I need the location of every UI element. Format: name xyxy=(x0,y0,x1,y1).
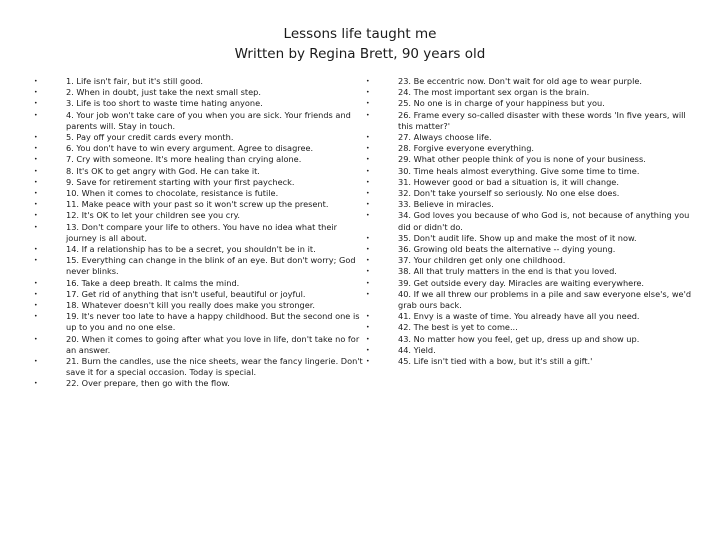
lesson-text: 45. Life isn't tied with a bow, but it's still a gift.' xyxy=(398,356,593,367)
lesson-text: 17. Get rid of anything that isn't useful, beautiful or joyful. xyxy=(66,288,306,299)
bullet-icon: • xyxy=(34,190,38,198)
left-lesson-list xyxy=(34,76,364,390)
title-line-2: Written by Regina Brett, 90 years old xyxy=(234,46,486,62)
bullet-icon: • xyxy=(366,335,370,343)
lesson-item xyxy=(366,210,692,232)
lesson-item xyxy=(34,154,364,165)
lesson-text: 32. Don't take yourself so seriously. No one else does. xyxy=(398,188,620,199)
lesson-item xyxy=(34,244,364,255)
lesson-item xyxy=(34,132,364,143)
lesson-text: 15. Everything can change in the blink of an eye. But don't worry; God never blinks. xyxy=(66,255,356,277)
lesson-text: 9. Save for retirement starting with your first paycheck. xyxy=(66,176,295,187)
lesson-item xyxy=(366,278,692,289)
lesson-item xyxy=(34,289,364,300)
bullet-icon: • xyxy=(366,167,370,175)
bullet-icon: • xyxy=(34,380,38,388)
lesson-text: 36. Growing old beats the alternative -- dying young. xyxy=(398,244,616,255)
lesson-item xyxy=(366,345,692,356)
lesson-text: 43. No matter how you feel, get up, dress up and show up. xyxy=(398,333,640,344)
lesson-item xyxy=(366,143,692,154)
lesson-text: 21. Burn the candles, use the nice sheets, wear the fancy lingerie. Don't save it for a special occasion. Today is special. xyxy=(66,356,363,378)
lesson-item xyxy=(34,255,364,277)
lesson-item xyxy=(34,188,364,199)
bullet-icon: • xyxy=(34,290,38,298)
lesson-text: 28. Forgive everyone everything. xyxy=(398,143,534,154)
lesson-item xyxy=(366,110,692,132)
lesson-item xyxy=(34,222,364,244)
bullet-icon: • xyxy=(34,167,38,175)
lesson-text: 37. Your children get only one childhood. xyxy=(398,255,566,266)
lesson-text: 42. The best is yet to come... xyxy=(398,322,518,333)
lesson-text: 27. Always choose life. xyxy=(398,132,492,143)
lesson-text: 35. Don't audit life. Show up and make the most of it now. xyxy=(398,232,637,243)
lesson-item xyxy=(34,334,364,356)
lesson-item xyxy=(366,132,692,143)
bullet-icon: • xyxy=(34,223,38,231)
lesson-text: 12. It's OK to let your children see you cry. xyxy=(66,210,240,221)
lesson-item xyxy=(34,166,364,177)
lesson-text: 38. All that truly matters in the end is that you loved. xyxy=(398,266,617,277)
right-lesson-list xyxy=(366,76,692,367)
lesson-text: 33. Believe in miracles. xyxy=(398,199,494,210)
lesson-item xyxy=(366,166,692,177)
lesson-item xyxy=(34,278,364,289)
bullet-icon: • xyxy=(34,134,38,142)
lesson-item xyxy=(366,311,692,322)
lesson-text: 40. If we all threw our problems in a pile and saw everyone else's, we'd grab ours back. xyxy=(398,288,692,311)
lesson-text: 11. Make peace with your past so it won't screw up the present. xyxy=(66,199,329,210)
bullet-icon: • xyxy=(366,324,370,332)
bullet-icon: • xyxy=(34,313,38,321)
lesson-text: 5. Pay off your credit cards every month. xyxy=(66,132,234,143)
lesson-text: 25. No one is in charge of your happiness but you. xyxy=(398,98,605,109)
bullet-icon: • xyxy=(34,156,38,164)
bullet-icon: • xyxy=(34,358,38,366)
bullet-icon: • xyxy=(34,178,38,186)
lesson-item xyxy=(34,76,364,87)
lesson-item xyxy=(34,378,364,389)
lesson-item xyxy=(366,188,692,199)
bullet-icon: • xyxy=(366,234,370,242)
bullet-icon: • xyxy=(366,268,370,276)
lesson-text: 8. It's OK to get angry with God. He can take it. xyxy=(66,165,260,176)
lesson-item xyxy=(34,143,364,154)
bullet-icon: • xyxy=(366,145,370,153)
lesson-item xyxy=(366,76,692,87)
lesson-item xyxy=(34,87,364,98)
bullet-icon: • xyxy=(34,257,38,265)
lesson-item xyxy=(366,177,692,188)
bullet-icon: • xyxy=(366,212,370,220)
bullet-icon: • xyxy=(34,279,38,287)
lesson-text: 14. If a relationship has to be a secret, you shouldn't be in it. xyxy=(66,244,316,255)
right-column xyxy=(366,76,692,367)
bullet-icon: • xyxy=(366,89,370,97)
bullet-icon: • xyxy=(34,302,38,310)
lesson-text: 22. Over prepare, then go with the flow. xyxy=(66,378,230,389)
lesson-item xyxy=(34,356,364,378)
lesson-text: 29. What other people think of you is none of your business. xyxy=(398,154,646,165)
bullet-icon: • xyxy=(366,78,370,85)
lesson-item xyxy=(366,98,692,109)
bullet-icon: • xyxy=(34,145,38,153)
bullet-icon: • xyxy=(366,313,370,321)
lesson-text: 41. Envy is a waste of time. You already have all you need. xyxy=(398,311,640,322)
lesson-item xyxy=(366,334,692,345)
bullet-icon: • xyxy=(366,346,370,354)
lesson-text: 26. Frame every so-called disaster with these words 'In five years, will this matter?' xyxy=(398,109,686,131)
bullet-icon: • xyxy=(366,100,370,108)
lesson-item xyxy=(34,311,364,333)
bullet-icon: • xyxy=(366,279,370,287)
lesson-text: 7. Cry with someone. It's more healing than crying alone. xyxy=(66,154,302,165)
bullet-icon: • xyxy=(366,201,370,209)
lesson-text: 4. Your job won't take care of you when you are sick. Your friends and parents will. Stay in touch. xyxy=(66,109,351,131)
lesson-text: 1. Life isn't fair, but it's still good. xyxy=(66,76,204,86)
bullet-icon: • xyxy=(366,257,370,265)
lesson-text: 31. However good or bad a situation is, it will change. xyxy=(398,176,619,187)
lesson-text: 39. Get outside every day. Miracles are waiting everywhere. xyxy=(398,277,645,288)
bullet-icon: • xyxy=(34,212,38,220)
lesson-item xyxy=(34,110,364,132)
left-column xyxy=(34,76,364,390)
lesson-text: 19. It's never too late to have a happy childhood. But the second one is up to you and no one else. xyxy=(66,311,360,333)
bullet-icon: • xyxy=(366,178,370,186)
lesson-text: 13. Don't compare your life to others. You have no idea what their journey is all about. xyxy=(66,221,338,243)
lesson-text: 2. When in doubt, just take the next small step. xyxy=(66,87,261,98)
bullet-icon: • xyxy=(366,156,370,164)
lesson-item xyxy=(366,255,692,266)
bullet-icon: • xyxy=(366,358,370,366)
lesson-item xyxy=(366,322,692,333)
bullet-icon: • xyxy=(34,335,38,343)
lesson-item xyxy=(366,289,692,311)
lesson-text: 24. The most important sex organ is the brain. xyxy=(398,87,590,98)
lesson-item xyxy=(34,210,364,221)
lesson-text: 3. Life is too short to waste time hating anyone. xyxy=(66,98,263,109)
bullet-icon: • xyxy=(34,100,38,108)
bullet-icon: • xyxy=(366,246,370,254)
slide-title xyxy=(0,24,720,64)
bullet-icon: • xyxy=(366,290,370,298)
bullet-icon: • xyxy=(34,78,38,85)
bullet-icon: • xyxy=(34,111,38,119)
lesson-item xyxy=(366,87,692,98)
bullet-icon: • xyxy=(366,134,370,142)
lesson-item xyxy=(34,98,364,109)
lesson-text: 20. When it comes to going after what you love in life, don't take no for an answer. xyxy=(66,333,360,355)
bullet-icon: • xyxy=(34,201,38,209)
lesson-item xyxy=(366,356,692,367)
lesson-item xyxy=(366,199,692,210)
bullet-icon: • xyxy=(366,190,370,198)
lesson-item xyxy=(34,177,364,188)
lesson-text: 6. You don't have to win every argument. Agree to disagree. xyxy=(66,143,314,154)
lesson-item xyxy=(366,233,692,244)
lesson-text: 34. God loves you because of who God is, not because of anything you did or didn't do. xyxy=(398,210,690,232)
lesson-text: 30. Time heals almost everything. Give some time to time. xyxy=(398,165,640,176)
lesson-item xyxy=(34,300,364,311)
lesson-text: 10. When it comes to chocolate, resistance is futile. xyxy=(66,188,279,199)
lesson-text: 23. Be eccentric now. Don't wait for old age to wear purple. xyxy=(398,76,643,86)
bullet-icon: • xyxy=(34,89,38,97)
title-line-1: Lessons life taught me xyxy=(283,26,437,42)
lesson-text: 18. Whatever doesn't kill you really does make you stronger. xyxy=(66,300,315,311)
lesson-item xyxy=(366,154,692,165)
lesson-item xyxy=(366,244,692,255)
bullet-icon: • xyxy=(366,111,370,119)
lesson-text: 16. Take a deep breath. It calms the mind. xyxy=(66,277,240,288)
bullet-icon: • xyxy=(34,246,38,254)
lesson-item xyxy=(34,199,364,210)
lesson-item xyxy=(366,266,692,277)
lesson-text: 44. Yield. xyxy=(398,344,436,355)
